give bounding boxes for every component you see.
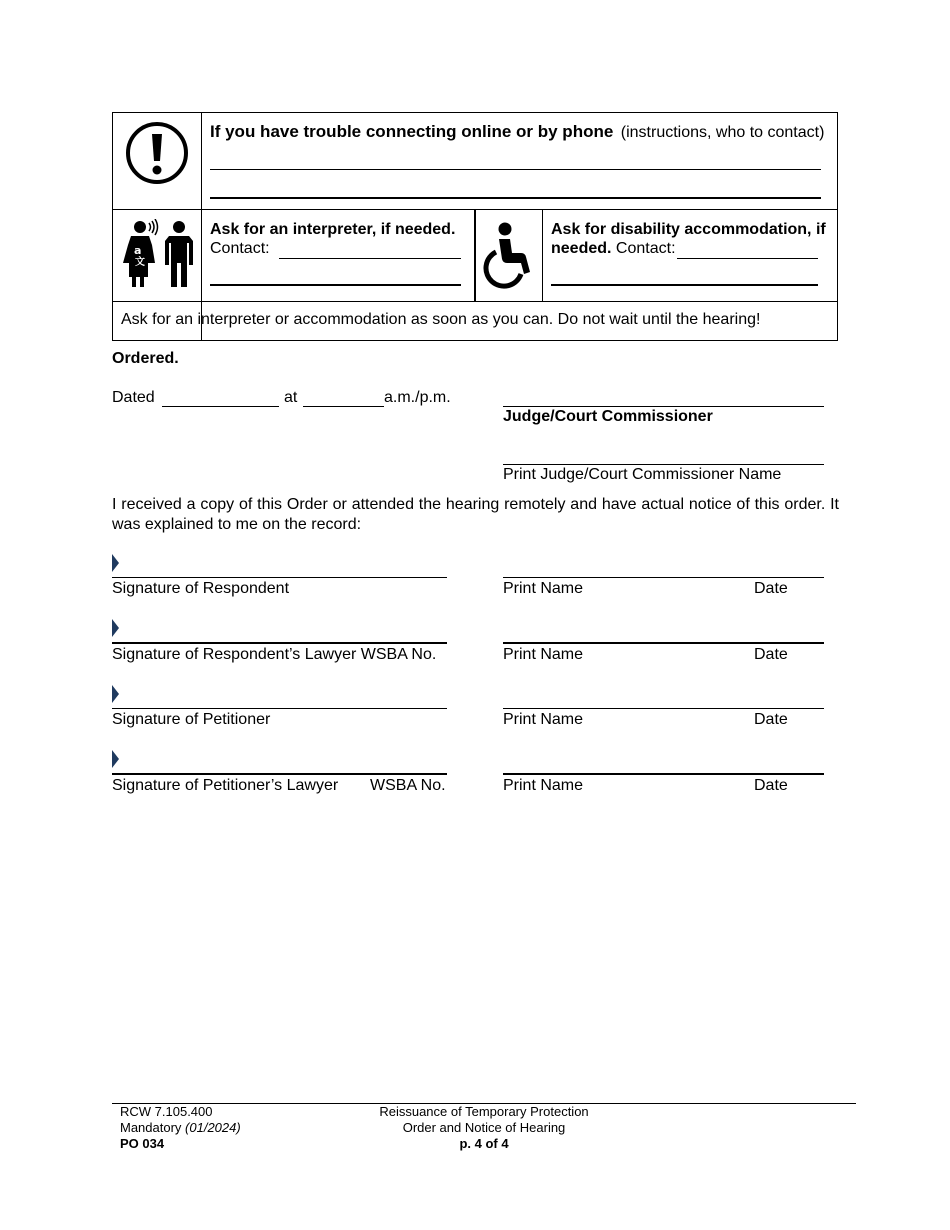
interpreter-heading: Ask for an interpreter, if needed.	[210, 221, 456, 238]
respondent-signature-label: Signature of Respondent	[112, 580, 290, 597]
trouble-fill-line[interactable]	[210, 169, 821, 170]
judge-print-label: Print Judge/Court Commissioner Name	[503, 466, 782, 483]
print-name-label: Print Name	[503, 646, 584, 663]
at-label: at	[284, 389, 298, 406]
disability-contact-field[interactable]	[677, 258, 818, 259]
footer-mandatory: Mandatory	[120, 1120, 182, 1135]
sign-here-arrow	[112, 685, 119, 703]
sign-here-arrow	[112, 750, 119, 768]
footer-title-line1: Reissuance of Temporary Protection	[379, 1104, 589, 1119]
wsba-label: WSBA No.	[370, 777, 446, 794]
petitioner-signature-line[interactable]	[112, 708, 447, 709]
date-field[interactable]	[162, 406, 279, 407]
info-box-divider	[113, 301, 837, 302]
disability-contact-field[interactable]	[551, 284, 818, 286]
print-name-label: Print Name	[503, 711, 584, 728]
respondent-lawyer-signature-label: Signature of Respondent’s Lawyer WSBA No.	[112, 646, 437, 663]
petitioner-lawyer-print-line[interactable]	[503, 773, 824, 775]
receipt-statement: I received a copy of this Order or attended the hearing remotely and have actual notice of this order. It was explained to me on the record:	[112, 496, 839, 533]
respondent-print-line[interactable]	[503, 577, 824, 578]
info-box-divider	[474, 209, 476, 301]
svg-text:文: 文	[135, 257, 145, 268]
sign-here-arrow	[112, 554, 119, 572]
footer-title-line2: Order and Notice of Hearing	[402, 1120, 566, 1135]
date-label: Date	[754, 777, 788, 794]
petitioner-lawyer-signature-label: Signature of Petitioner’s Lawyer	[112, 777, 339, 794]
time-field[interactable]	[303, 406, 384, 407]
trouble-heading: If you have trouble connecting online or by phone	[210, 122, 614, 141]
date-label: Date	[754, 580, 788, 597]
info-box-divider	[542, 209, 543, 301]
respondent-lawyer-print-line[interactable]	[503, 642, 824, 644]
date-label: Date	[754, 711, 788, 728]
sign-here-arrow	[112, 619, 119, 637]
petitioner-signature-label: Signature of Petitioner	[112, 711, 271, 728]
trouble-note: (instructions, who to contact)	[620, 124, 825, 141]
trouble-fill-line[interactable]	[210, 197, 821, 199]
info-box-divider	[201, 113, 202, 340]
svg-text:a: a	[134, 244, 142, 257]
footer-left	[120, 1104, 241, 1152]
print-name-label: Print Name	[503, 777, 584, 794]
petitioner-print-line[interactable]	[503, 708, 824, 709]
info-box	[112, 112, 838, 341]
interpreter-contact-label: Contact:	[210, 240, 270, 257]
footer-page-number: p. 4 of 4	[459, 1136, 509, 1151]
respondent-lawyer-signature-line[interactable]	[112, 642, 447, 644]
judge-print-line[interactable]	[503, 464, 824, 465]
alert-icon	[125, 121, 189, 185]
footer-center	[360, 1104, 608, 1152]
disability-heading: Ask for disability accommodation, if	[551, 221, 826, 238]
disability-heading-cont: needed.	[551, 240, 612, 257]
petitioner-lawyer-signature-line[interactable]	[112, 773, 447, 775]
judge-signature-line[interactable]	[503, 406, 824, 407]
judge-label: Judge/Court Commissioner	[503, 408, 713, 425]
dated-label: Dated	[112, 389, 155, 406]
ordered-label: Ordered.	[112, 350, 179, 367]
interpreter-contact-field[interactable]	[210, 284, 461, 286]
footer-form-number: PO 034	[120, 1136, 165, 1151]
date-label: Date	[754, 646, 788, 663]
print-name-label: Print Name	[503, 580, 584, 597]
respondent-signature-line[interactable]	[112, 577, 447, 578]
interpreter-contact-field[interactable]	[279, 258, 461, 259]
ampm-label: a.m./p.m.	[384, 389, 451, 406]
interpreter-icon	[119, 219, 197, 289]
footer-mandatory-date: (01/2024)	[185, 1120, 241, 1135]
disability-contact-label: Contact:	[615, 240, 676, 257]
asap-notice: Ask for an interpreter or accommodation as soon as you can. Do not wait until the hearing!	[121, 311, 761, 328]
wheelchair-icon	[483, 222, 535, 292]
footer-rcw: RCW 7.105.400	[120, 1104, 213, 1119]
